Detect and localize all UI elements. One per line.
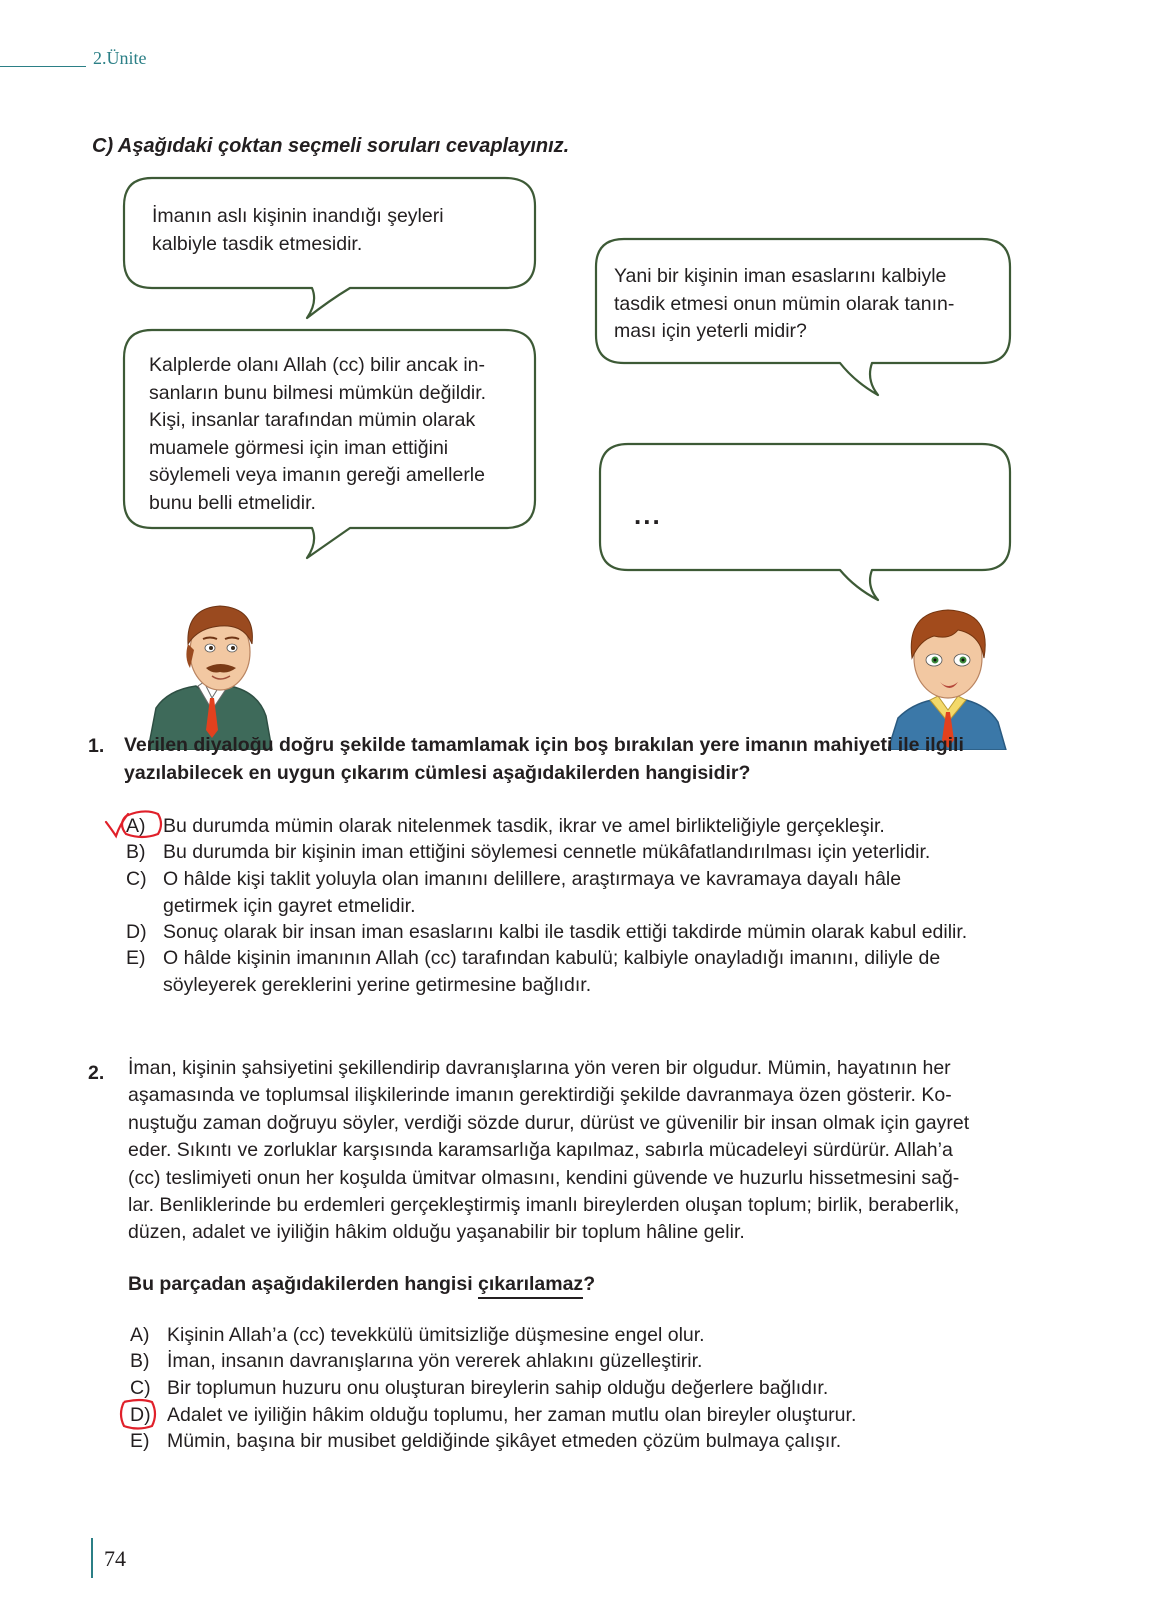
bubble-2-text: Yani bir kişinin iman esaslarını kalbiyle tasdik etmesi onun mümin olarak tanın- ması için yeterli midir? — [614, 265, 955, 342]
man-illustration — [148, 598, 278, 750]
boy-illustration — [888, 600, 1008, 750]
q1-answer-mark — [104, 806, 166, 844]
section-title: C) Aşağıdaki çoktan seçmeli soruları cevaplayınız. — [92, 135, 570, 157]
q2-number: 2. — [88, 1062, 105, 1084]
q2-answer-mark — [116, 1398, 160, 1432]
q2-question: Bu parçadan aşağıdakilerden hangisi çıkarılamaz? — [128, 1270, 595, 1298]
q2-emphasis: çıkarılamaz — [478, 1273, 583, 1299]
speech-bubbles — [0, 0, 1151, 620]
q1-number: 1. — [88, 735, 105, 757]
q1-question: Verilen diyaloğu doğru şekilde tamamlamak için boş bırakılan yere imanın mahiyeti ile ilgili yazılabilecek en uygun çıkarım cümlesi aşağıdakilerden hangisidir? — [124, 734, 964, 784]
page-number: 74 — [104, 1546, 126, 1571]
footer-rule — [91, 1538, 93, 1578]
unit-label: 2.Ünite — [93, 48, 147, 68]
q2-paragraph: İman, kişinin şahsiyetini şekillendirip davranışlarına yön veren bir olgudur. Mümin, hayatının her aşamasında ve toplumsal ilişkilerinde imanın gerektirdiği şekilde davranmaya özen gösterir. Ko- nuştuğu zaman doğruyu söyler, verdiği sözde durur, dürüst ve güvenilir bir insan olmak için gayret eder. Sıkıntı ve zorluklar karşısında karamsarlığa kapılmaz, sabırla mücadeleyi sürdürür. Allah’a (cc) teslimiyeti onun her koşulda ümitvar olmasını, kendini güvende ve huzurlu hissetmesini sağ- lar. Benliklerinde bu erdemleri gerçekleştirmiş imanlı bireylerden oluşan toplum; birlik, beraberlik, düzen, adalet ve iyiliğin hâkim olduğu yaşanabilir bir toplum hâline gelir. — [128, 1057, 970, 1244]
bubble-4-ellipsis: ... — [634, 500, 662, 530]
bubble-3-text: Kalplerde olanı Allah (cc) bilir ancak in- sanların bunu bilmesi mümkün değildir. Kişi, insanlar tarafından mümin olarak muamele görmesi için iman ettiğini söylemeli veya imanın gereği amellerle bunu belli etmelidir. — [149, 354, 487, 514]
bubble-1-text: İmanın aslı kişinin inandığı şeyleri kalbiyle tasdik etmesidir. — [152, 205, 444, 255]
